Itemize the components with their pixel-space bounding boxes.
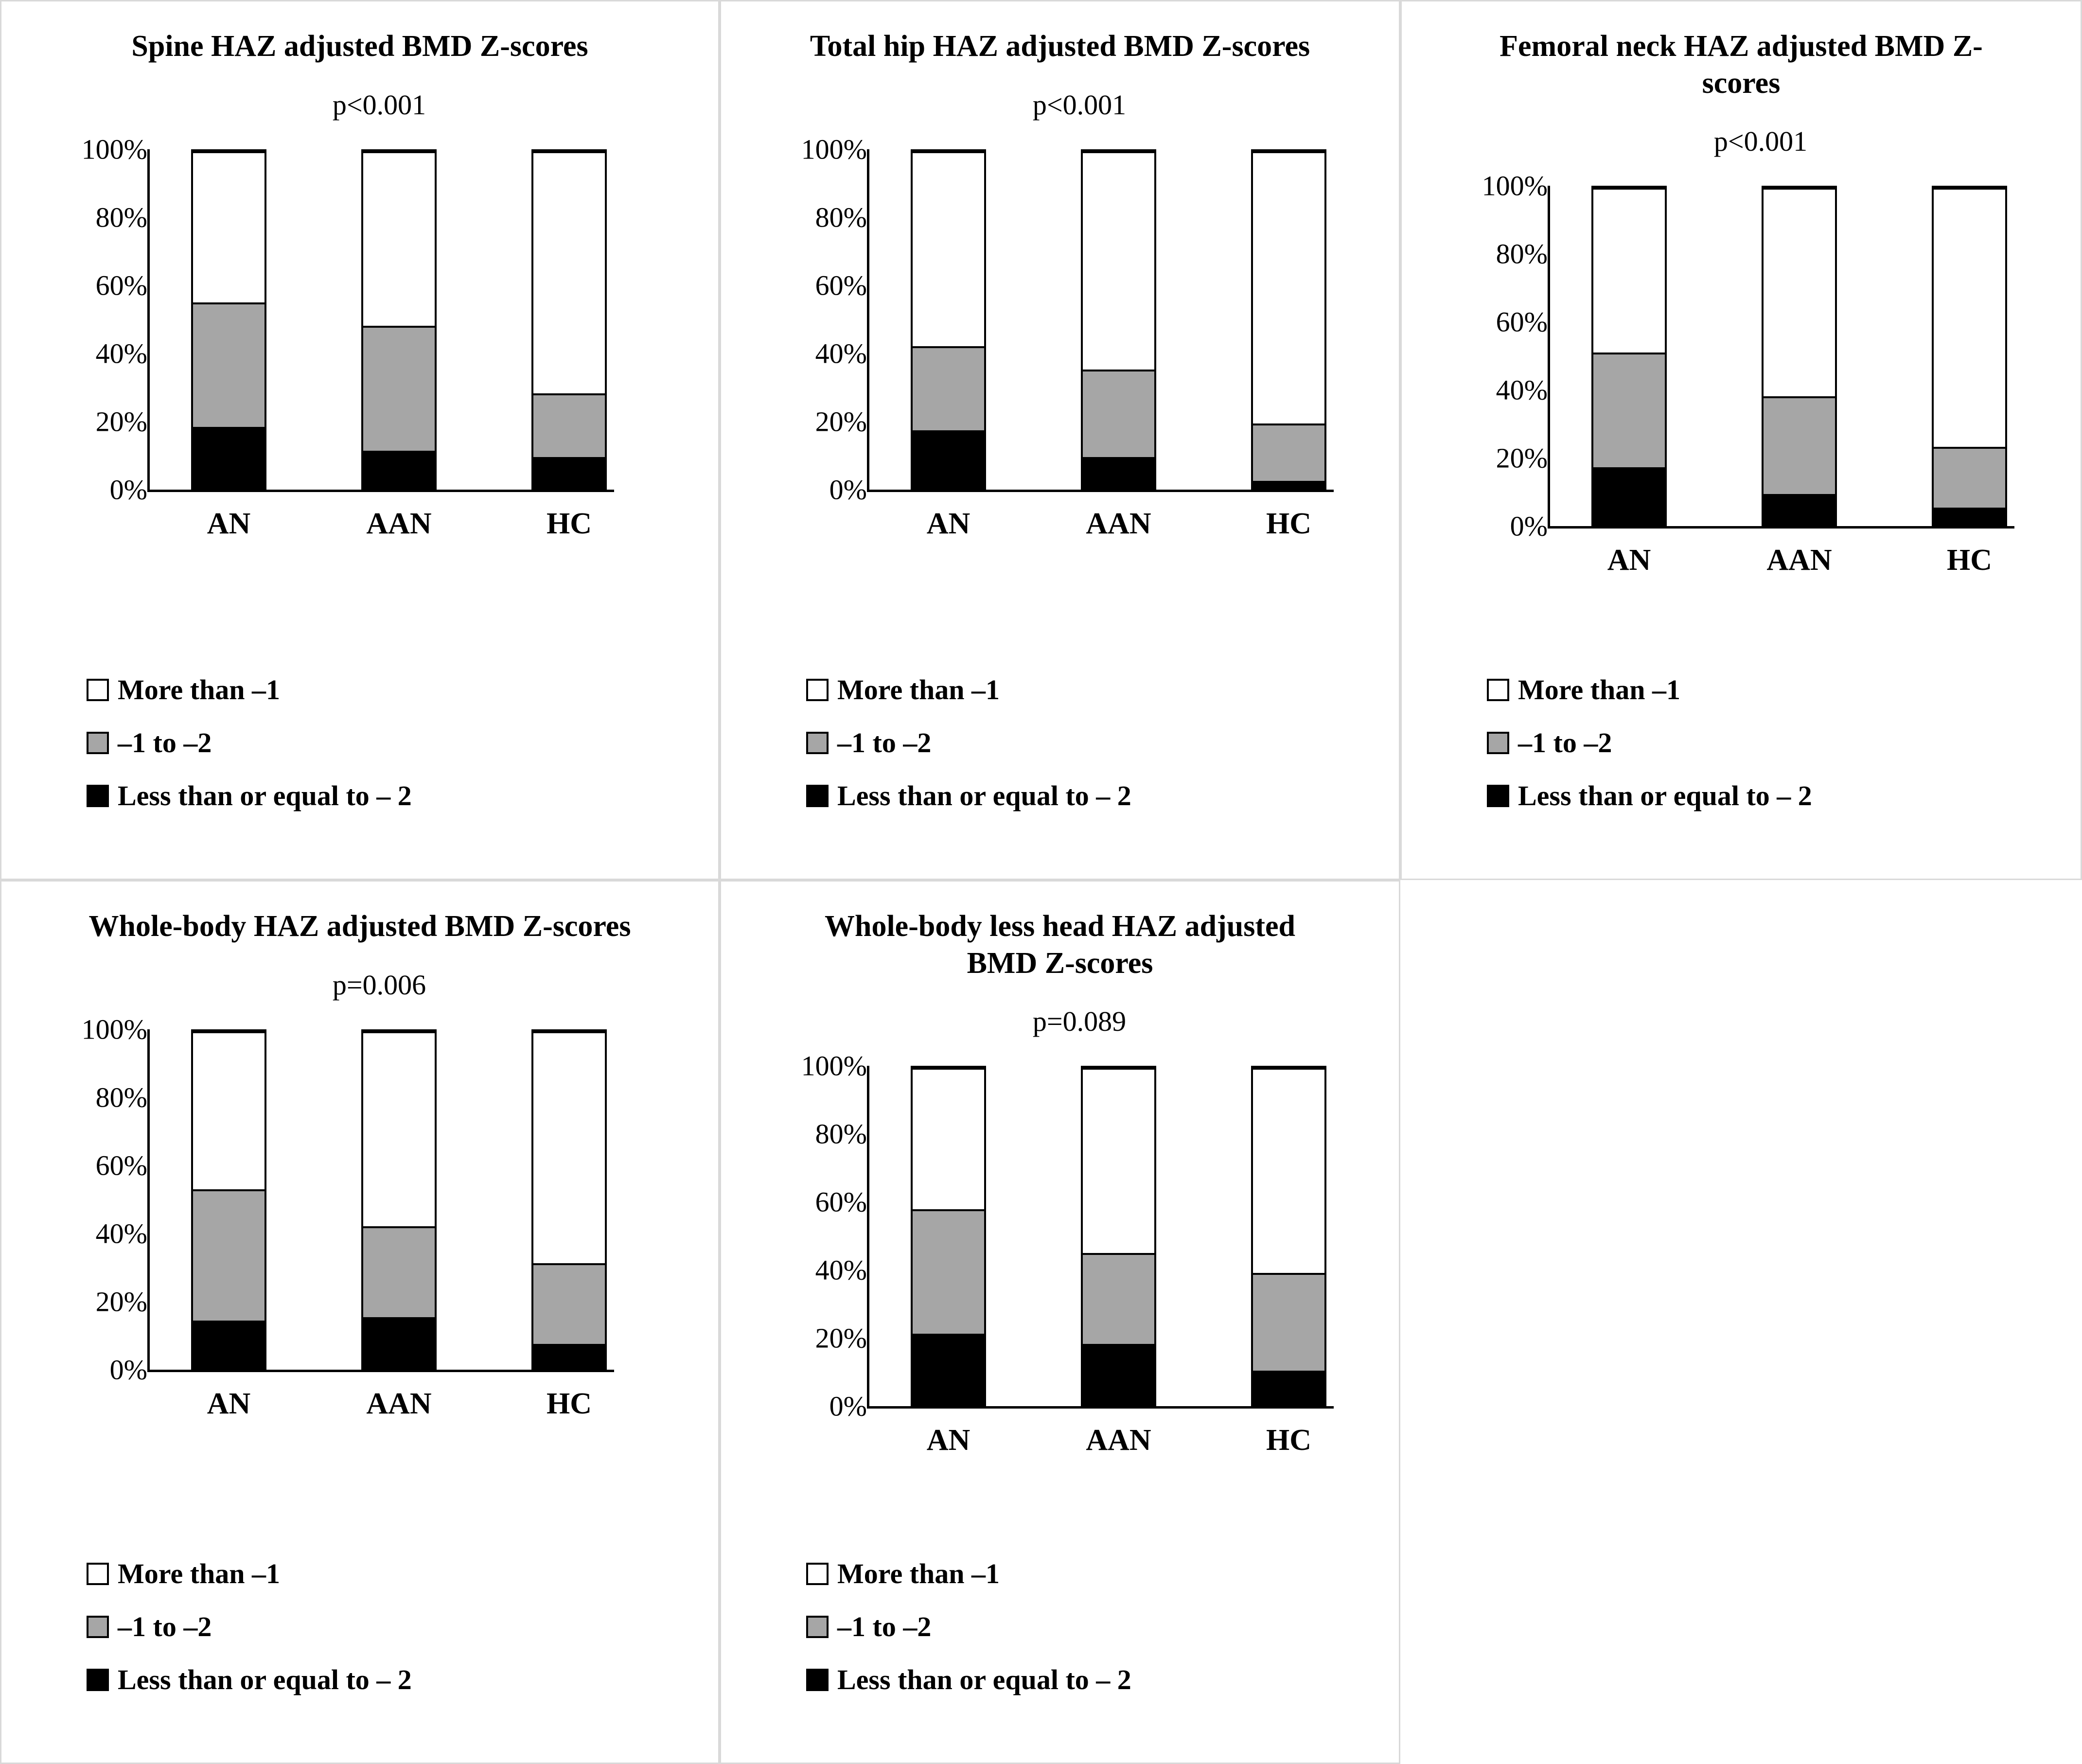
legend-swatch-icon <box>1487 679 1509 701</box>
y-axis <box>721 1046 867 1422</box>
segment-minus1-to-minus2 <box>1593 353 1665 467</box>
y-tick-label: 80% <box>815 1118 867 1150</box>
segment-more-than-minus1 <box>1934 188 2005 447</box>
y-tick-label: 0% <box>829 474 867 506</box>
segment-less-equal-minus2 <box>1934 508 2005 525</box>
segment-less-equal-minus2 <box>1253 1371 1324 1404</box>
stacked-bar-hc <box>531 149 607 490</box>
y-tick-label: 100% <box>801 133 867 165</box>
x-tick-label-an: AN <box>926 507 970 540</box>
legend-label: –1 to –2 <box>118 1611 212 1642</box>
x-tick-label-aan: AAN <box>366 507 432 540</box>
y-tick-label: 80% <box>815 201 867 233</box>
y-tick-label: 20% <box>815 1322 867 1354</box>
segment-less-equal-minus2 <box>363 451 435 488</box>
x-tick-label-hc: HC <box>547 507 592 540</box>
segment-more-than-minus1 <box>363 151 435 326</box>
legend-item-minus1-to-minus2[interactable] <box>87 1610 412 1643</box>
legend-swatch-icon <box>87 732 109 754</box>
stacked-bar-aan <box>361 149 437 490</box>
legend-item-more-than-minus1[interactable] <box>806 1557 1131 1590</box>
stacked-bar-an <box>911 149 986 490</box>
segment-more-than-minus1 <box>1083 1068 1154 1253</box>
x-axis-line <box>867 1406 1334 1409</box>
legend-item-minus1-to-minus2[interactable] <box>87 726 412 759</box>
chart-title: Total hip HAZ adjusted BMD Z-scores <box>810 30 1310 63</box>
legend-swatch-icon <box>87 1563 109 1585</box>
segment-more-than-minus1 <box>193 151 265 302</box>
x-tick-label-an: AN <box>207 1387 251 1420</box>
y-axis-line <box>147 149 150 490</box>
legend-label: Less than or equal to – 2 <box>837 780 1131 811</box>
stacked-bar-aan <box>1081 1066 1156 1406</box>
x-tick-label-an: AN <box>207 507 251 540</box>
chart-legend <box>87 1557 412 1716</box>
p-value-annotation: p<0.001 <box>1713 125 1808 158</box>
segment-more-than-minus1 <box>913 151 984 346</box>
x-tick-label-aan: AAN <box>1766 544 1832 577</box>
x-tick-label-hc: HC <box>1266 507 1311 540</box>
segment-less-equal-minus2 <box>913 1334 984 1404</box>
x-tick-label-hc: HC <box>1266 1424 1311 1457</box>
segment-more-than-minus1 <box>533 1031 605 1263</box>
y-tick-label: 60% <box>1496 306 1548 338</box>
y-tick-label: 80% <box>95 1081 147 1113</box>
chart-title: Whole-body less head HAZ adjusted BMD Z-scores <box>824 910 1296 980</box>
y-tick-label: 0% <box>829 1390 867 1422</box>
plot-area <box>1 1010 718 1420</box>
empty-panel <box>1400 880 2082 1764</box>
legend-item-more-than-minus1[interactable] <box>87 1557 412 1590</box>
y-tick-label: 100% <box>81 1013 147 1045</box>
legend-swatch-icon <box>806 1616 829 1638</box>
segment-minus1-to-minus2 <box>533 393 605 458</box>
y-axis <box>721 130 867 506</box>
y-tick-label: 0% <box>109 1354 147 1386</box>
y-axis-line <box>867 1066 869 1406</box>
x-axis-line <box>867 490 1334 492</box>
stacked-bar-an <box>1591 186 1667 526</box>
chart-panel-total-hip <box>720 0 1400 880</box>
segment-less-equal-minus2 <box>1764 494 1835 524</box>
x-tick-label-hc: HC <box>1947 544 1992 577</box>
legend-label: More than –1 <box>118 674 281 706</box>
x-tick-label-aan: AAN <box>366 1387 432 1420</box>
legend-swatch-icon <box>1487 785 1509 807</box>
segment-more-than-minus1 <box>1593 188 1665 353</box>
chart-legend <box>806 1557 1131 1716</box>
x-tick-label-aan: AAN <box>1086 507 1151 540</box>
chart-panel-spine <box>0 0 720 880</box>
legend-item-less-equal-minus2[interactable] <box>806 1663 1131 1696</box>
y-tick-label: 60% <box>95 1149 147 1182</box>
y-tick-label: 80% <box>1496 238 1548 270</box>
legend-item-less-equal-minus2[interactable] <box>87 779 412 812</box>
stacked-bar-hc <box>1932 186 2007 526</box>
legend-label: More than –1 <box>118 1558 281 1589</box>
legend-label: Less than or equal to – 2 <box>837 1664 1131 1695</box>
legend-item-minus1-to-minus2[interactable] <box>806 726 1131 759</box>
x-tick-label-an: AN <box>1607 544 1651 577</box>
segment-less-equal-minus2 <box>1083 457 1154 487</box>
segment-less-equal-minus2 <box>1253 481 1324 488</box>
chart-panel-whole-body <box>0 880 720 1764</box>
chart-title: Whole-body HAZ adjusted BMD Z-scores <box>88 910 631 943</box>
y-tick-label: 20% <box>815 406 867 438</box>
y-tick-label: 40% <box>815 337 867 370</box>
segment-more-than-minus1 <box>363 1031 435 1226</box>
stacked-bar-aan <box>361 1029 437 1370</box>
x-tick-label-an: AN <box>926 1424 970 1457</box>
segment-more-than-minus1 <box>533 151 605 393</box>
y-tick-label: 100% <box>801 1050 867 1082</box>
segment-minus1-to-minus2 <box>913 1209 984 1334</box>
legend-swatch-icon <box>87 1616 109 1638</box>
p-value-annotation: p<0.001 <box>332 88 426 121</box>
segment-minus1-to-minus2 <box>363 326 435 450</box>
segment-less-equal-minus2 <box>193 1321 265 1368</box>
p-value-annotation: p=0.089 <box>1032 1005 1127 1038</box>
x-axis-line <box>147 1370 614 1372</box>
y-axis-line <box>147 1029 150 1370</box>
segment-less-equal-minus2 <box>533 457 605 487</box>
plot-area <box>721 1046 1399 1457</box>
chart-legend <box>87 673 412 832</box>
y-tick-label: 40% <box>95 337 147 370</box>
segment-minus1-to-minus2 <box>363 1226 435 1317</box>
stacked-bar-hc <box>1251 149 1326 490</box>
legend-swatch-icon <box>806 732 829 754</box>
y-tick-label: 0% <box>1510 510 1548 542</box>
legend-swatch-icon <box>87 1669 109 1691</box>
plot-area <box>721 130 1399 540</box>
chart-title: Femoral neck HAZ adjusted BMD Z-scores <box>1500 30 1983 100</box>
segment-less-equal-minus2 <box>1593 467 1665 525</box>
y-axis <box>1 130 147 506</box>
segment-more-than-minus1 <box>1253 151 1324 423</box>
segment-minus1-to-minus2 <box>913 346 984 430</box>
legend-swatch-icon <box>1487 732 1509 754</box>
segment-more-than-minus1 <box>193 1031 265 1189</box>
x-tick-label-aan: AAN <box>1086 1424 1151 1457</box>
y-tick-label: 60% <box>815 269 867 301</box>
segment-less-equal-minus2 <box>193 427 265 488</box>
y-tick-label: 100% <box>1482 170 1548 202</box>
legend-swatch-icon <box>806 785 829 807</box>
y-tick-label: 20% <box>95 406 147 438</box>
stacked-bar-an <box>911 1066 986 1406</box>
segment-minus1-to-minus2 <box>193 1189 265 1321</box>
legend-label: More than –1 <box>837 1558 1000 1589</box>
legend-item-more-than-minus1[interactable] <box>806 673 1131 706</box>
segment-more-than-minus1 <box>913 1068 984 1209</box>
y-tick-label: 0% <box>109 474 147 506</box>
legend-label: More than –1 <box>1518 674 1681 706</box>
x-tick-label-hc: HC <box>547 1387 592 1420</box>
segment-less-equal-minus2 <box>913 430 984 488</box>
y-axis <box>1 1010 147 1386</box>
p-value-annotation: p=0.006 <box>332 969 426 1001</box>
legend-label: –1 to –2 <box>118 727 212 759</box>
segment-minus1-to-minus2 <box>1083 1253 1154 1344</box>
y-tick-label: 80% <box>95 201 147 233</box>
legend-swatch-icon <box>806 679 829 701</box>
stacked-bar-an <box>191 1029 266 1370</box>
y-axis-line <box>1548 186 1550 526</box>
legend-swatch-icon <box>806 1669 829 1691</box>
chart-title: Spine HAZ adjusted BMD Z-scores <box>131 30 588 63</box>
legend-label: –1 to –2 <box>837 1611 932 1642</box>
chart-legend <box>1487 673 1812 832</box>
legend-label: –1 to –2 <box>1518 727 1612 759</box>
segment-minus1-to-minus2 <box>1083 370 1154 457</box>
legend-item-minus1-to-minus2[interactable] <box>806 1610 1131 1643</box>
segment-minus1-to-minus2 <box>1764 396 1835 494</box>
legend-item-more-than-minus1[interactable] <box>1487 673 1812 706</box>
plot-area <box>1402 166 2081 577</box>
y-axis <box>1402 166 1548 542</box>
y-tick-label: 40% <box>95 1217 147 1250</box>
x-axis-line <box>147 490 614 492</box>
y-axis-line <box>867 149 869 490</box>
p-value-annotation: p<0.001 <box>1032 88 1127 121</box>
plot-area <box>1 130 718 540</box>
y-tick-label: 60% <box>95 269 147 301</box>
y-tick-label: 20% <box>1496 442 1548 474</box>
legend-swatch-icon <box>87 785 109 807</box>
segment-minus1-to-minus2 <box>533 1263 605 1344</box>
legend-label: Less than or equal to – 2 <box>118 1664 412 1695</box>
y-tick-label: 40% <box>815 1254 867 1286</box>
chart-panel-femoral-neck <box>1400 0 2082 880</box>
stacked-bar-an <box>191 149 266 490</box>
segment-less-equal-minus2 <box>1083 1344 1154 1405</box>
y-tick-label: 60% <box>815 1186 867 1218</box>
chart-panel-whole-body-less-head <box>720 880 1400 1764</box>
legend-item-minus1-to-minus2[interactable] <box>1487 726 1812 759</box>
x-axis-line <box>1548 526 2014 529</box>
legend-item-less-equal-minus2[interactable] <box>87 1663 412 1696</box>
segment-minus1-to-minus2 <box>193 302 265 427</box>
stacked-bar-hc <box>531 1029 607 1370</box>
legend-item-less-equal-minus2[interactable] <box>806 779 1131 812</box>
segment-more-than-minus1 <box>1253 1068 1324 1273</box>
y-tick-label: 20% <box>95 1286 147 1318</box>
segment-less-equal-minus2 <box>533 1344 605 1367</box>
legend-label: Less than or equal to – 2 <box>118 780 412 811</box>
stacked-bar-hc <box>1251 1066 1326 1406</box>
segment-more-than-minus1 <box>1764 188 1835 396</box>
segment-minus1-to-minus2 <box>1253 1273 1324 1371</box>
legend-label: Less than or equal to – 2 <box>1518 780 1812 811</box>
y-tick-label: 40% <box>1496 374 1548 406</box>
legend-swatch-icon <box>806 1563 829 1585</box>
legend-item-less-equal-minus2[interactable] <box>1487 779 1812 812</box>
segment-less-equal-minus2 <box>363 1317 435 1368</box>
y-tick-label: 100% <box>81 133 147 165</box>
legend-label: More than –1 <box>837 674 1000 706</box>
chart-legend <box>806 673 1131 832</box>
legend-item-more-than-minus1[interactable] <box>87 673 412 706</box>
stacked-bar-aan <box>1762 186 1837 526</box>
segment-more-than-minus1 <box>1083 151 1154 370</box>
segment-minus1-to-minus2 <box>1934 447 2005 508</box>
legend-label: –1 to –2 <box>837 727 932 759</box>
legend-swatch-icon <box>87 679 109 701</box>
stacked-bar-aan <box>1081 149 1156 490</box>
segment-minus1-to-minus2 <box>1253 423 1324 481</box>
